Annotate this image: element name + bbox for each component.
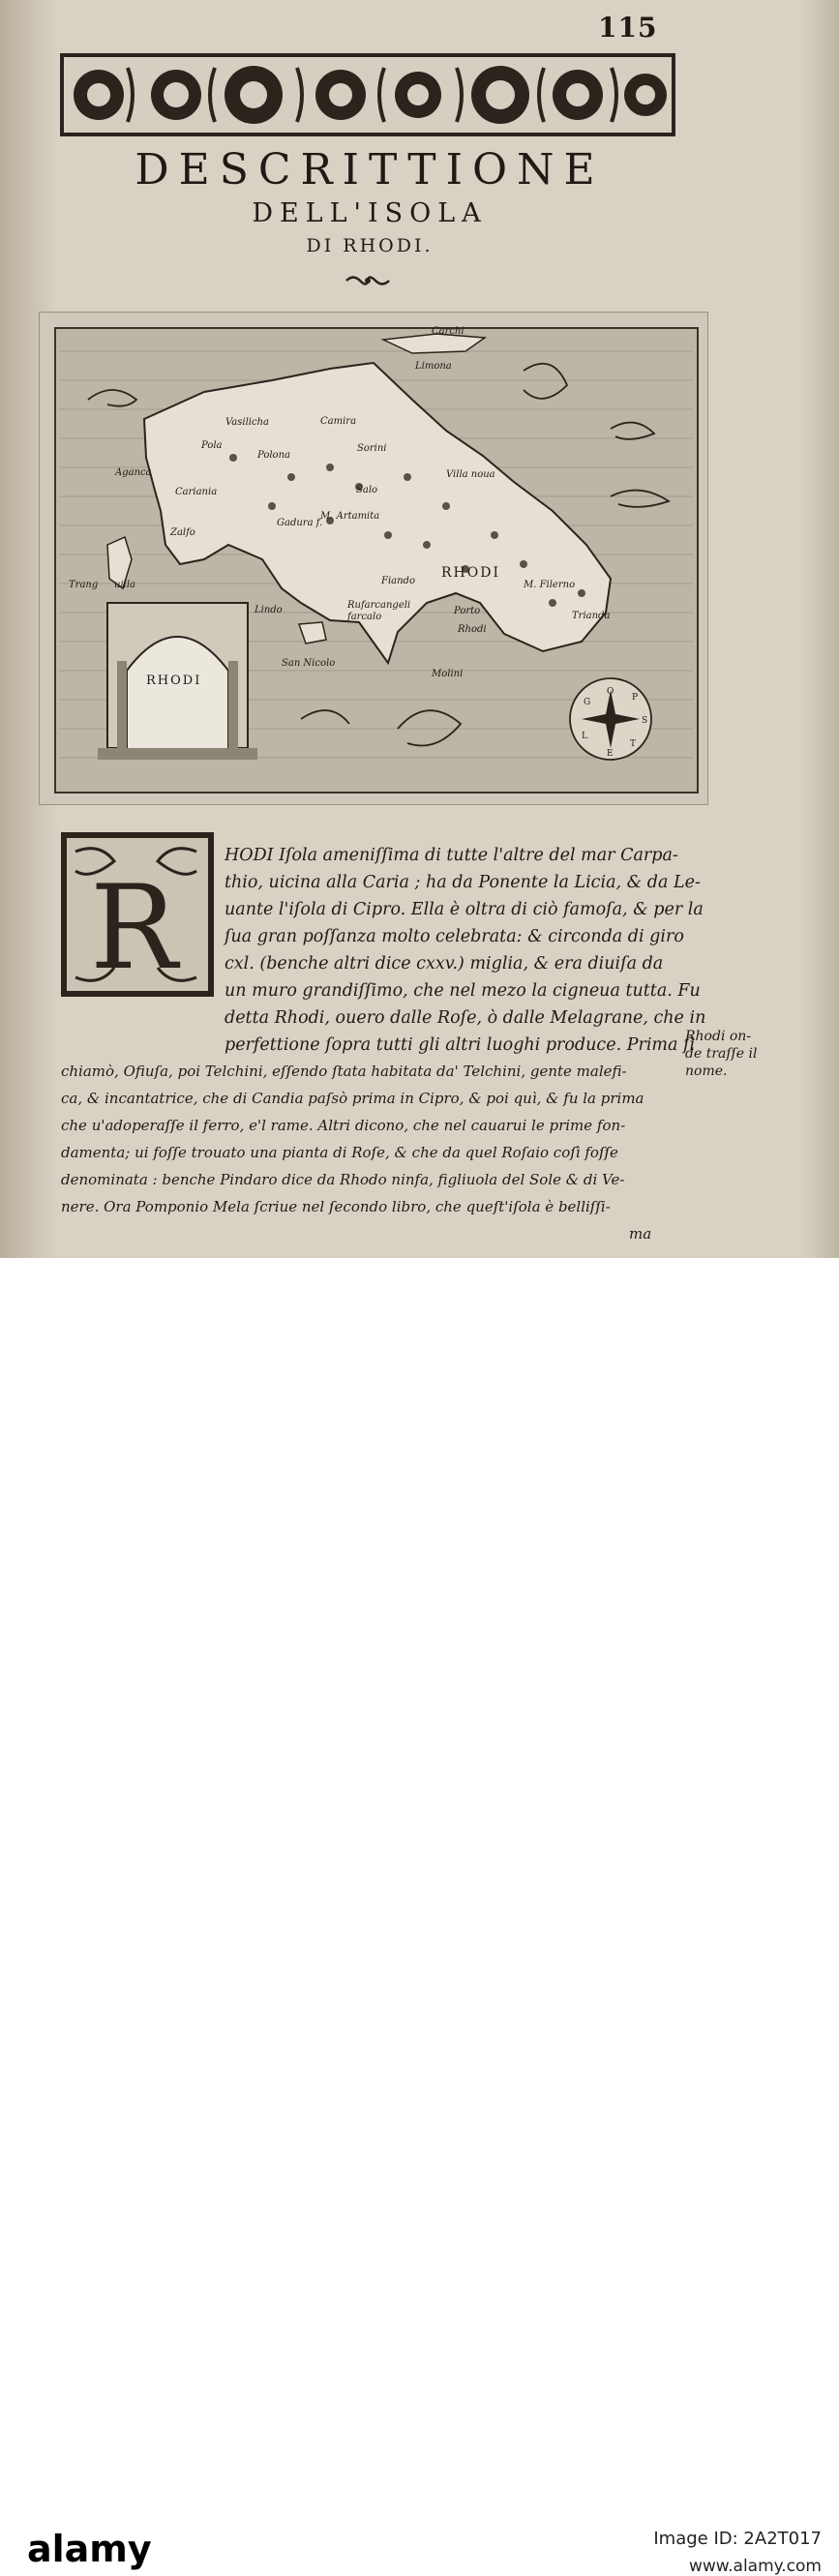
title-dellisola: DELL'ISOLA	[252, 198, 488, 228]
label-filerno: M. Filerno	[524, 580, 576, 590]
body-line-9: chiamò, Ofiuſa, poi Telchini, eſſendo ſtata habitata da' Telchini, gente malefi-	[61, 1063, 627, 1080]
book-page	[0, 0, 839, 1258]
svg-text:R: R	[90, 861, 178, 996]
body-line-3: uante l'iſola di Cipro. Ella è oltra di ciò famoſa, & per la	[225, 900, 704, 919]
svg-text:P: P	[632, 693, 639, 703]
watermark-footer	[0, 1258, 839, 2576]
site-url: www.alamy.com	[688, 2557, 822, 2576]
label-farcalo: farcalo	[347, 612, 382, 622]
alamy-logo: alamy	[27, 2528, 152, 2570]
label-carchi: Carchi	[432, 326, 464, 337]
title-descrittione: DESCRITTIONE	[135, 145, 605, 195]
label-pola: Pola	[201, 440, 223, 451]
label-uilla: uilla	[114, 580, 135, 590]
label-porto-rhodi: Rhodi	[458, 624, 487, 635]
label-san-nicolo: San Nicolo	[282, 658, 336, 669]
label-polona: Polona	[257, 450, 290, 461]
drop-cap-r	[61, 832, 214, 997]
body-line-14: nere. Ora Pomponio Mela ſcriue nel ſecondo libro, che queſt'iſola è belliſſi-	[61, 1198, 611, 1215]
page-number: 115	[598, 12, 658, 44]
margin-note-1: Rhodi on-	[685, 1029, 752, 1044]
body-line-4: ſua gran poſſanza molto celebrata: & circonda di giro	[225, 927, 684, 946]
map-of-rhodes	[39, 312, 708, 805]
label-salo: Salo	[356, 485, 378, 495]
svg-text:O: O	[607, 687, 614, 697]
fleuron-ornament	[344, 274, 392, 287]
svg-text:T: T	[630, 739, 637, 749]
svg-text:L: L	[582, 732, 587, 741]
label-trianda: Trianda	[572, 611, 611, 621]
body-line-7: detta Rhodi, ouero dalle Roſe, ò dalle Melagrane, che in	[225, 1008, 706, 1028]
label-vasilicha: Vasilicha	[225, 417, 269, 428]
label-zalfo: Zalfo	[170, 527, 195, 538]
label-rufarcangeli: Rufarcangeli	[347, 600, 411, 611]
label-molini: Molini	[432, 669, 464, 679]
label-artamita: M. Artamita	[320, 511, 380, 522]
body-line-12: damenta; ui foſſe trouato una pianta di Roſe, & che da quel Roſaio coſì foſſe	[61, 1144, 618, 1161]
label-porto: Porto	[454, 606, 481, 616]
body-line-1: HODI Iſola ameniſſima di tutte l'altre del mar Carpa-	[225, 846, 678, 865]
body-line-10: ca, & incantatrice, che di Candia paſsò prima in Cipro, & poi quì, & fu la prima	[61, 1090, 644, 1107]
body-line-2: thio, uicina alla Caria ; ha da Ponente la Licia, & da Le-	[225, 873, 701, 892]
svg-text:E: E	[607, 749, 614, 759]
body-line-11: che u'adoperaſſe il ferro, e'l rame. Altri dicono, che nel cauarui le prime fon-	[61, 1117, 626, 1134]
margin-note-2: de traſſe il	[685, 1046, 758, 1062]
label-sorini: Sorini	[357, 443, 387, 454]
margin-note-3: nome.	[685, 1063, 728, 1079]
body-line-5: cxl. (benche altri dice cxxv.) miglia, & era diuiſa da	[225, 954, 664, 973]
svg-text:G: G	[584, 698, 591, 707]
label-limona: Limona	[415, 361, 452, 372]
label-camira: Camira	[320, 416, 357, 427]
label-rhodi-city: RHODI	[441, 565, 500, 581]
label-trang: Trang	[69, 580, 99, 590]
label-fiando: Fiando	[381, 576, 415, 586]
label-aganca: Aganca	[115, 467, 152, 478]
label-gadura: Gadura f.	[277, 518, 323, 528]
image-id: Image ID: 2A2T017	[653, 2529, 822, 2549]
svg-text:S: S	[642, 716, 648, 726]
title-di-rhodi: DI RHODI.	[306, 235, 434, 256]
ornamental-header-band	[60, 53, 675, 136]
body-line-8: perfettione ſopra tutti gli altri luoghi produce. Prima ſi	[225, 1035, 696, 1055]
label-villanoua: Villa noua	[446, 469, 495, 480]
label-cariania: Cariania	[175, 487, 218, 497]
label-lindo: Lindo	[255, 605, 283, 615]
body-line-13: denominata : benche Pindaro dice da Rhodo ninfa, figliuola del Sole & di Ve-	[61, 1171, 625, 1188]
body-line-15: ma	[629, 1225, 652, 1243]
cartouche-label: RHODI	[146, 674, 202, 688]
body-line-6: un muro grandiſſimo, che nel mezo la cigneua tutta. Fu	[225, 981, 701, 1001]
